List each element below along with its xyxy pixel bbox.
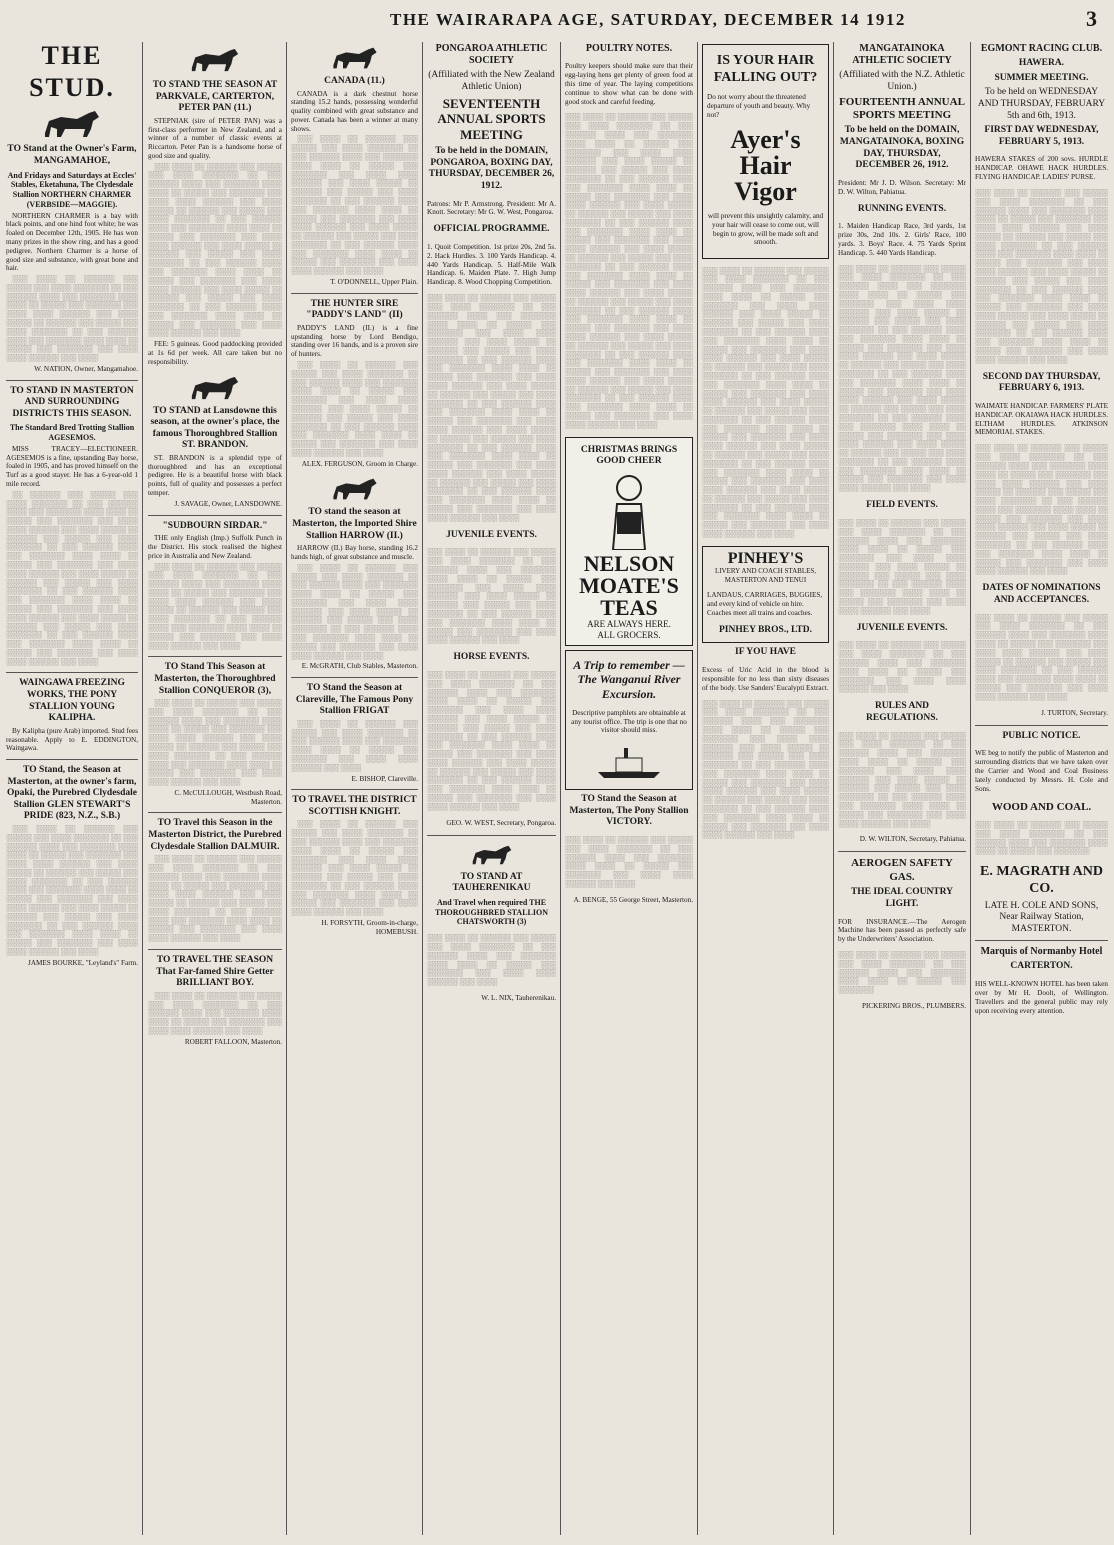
juvenile-heading: JUVENILE EVENTS. <box>446 529 537 540</box>
secretary: J. TURTON, Secretary. <box>1041 708 1108 717</box>
santa-illustration <box>599 470 659 550</box>
column-rule <box>142 42 143 1535</box>
horse-illustration <box>327 474 383 504</box>
trip-body: Descriptive pamphlets are obtainable at any tourist office. The trip is one that no visitor should miss. <box>571 708 687 735</box>
uric-heading: IF YOU HAVE <box>735 647 796 658</box>
ad-body: STEPNIAK (sire of PETER PAN) was a first-class performer in New Zealand, and a winner of a number of classic events at Riccarton. Peter Pan is a handsome horse of good size and quality. <box>148 116 282 160</box>
ad-heading: TO TRAVEL THE DISTRICT SCOTTISH KNIGHT. <box>292 795 417 817</box>
ad-owner: C. McCULLOUGH, Westbush Road, Masterton. <box>174 788 282 806</box>
ad-filler: ░░░ ░░░░ ░░ ░░░░░░ ░░░ ░░░░░ ░░░ ░░░░ ░░░░░░░ ░░ ░░░ ░░░░░░ ░░░░ ░░░ ░░░░░░░ ░░░░ ░░░░ ░░ ░░░░░ ░░░ ░░░░░░░ ░░░ ░░░░ ░░░░ ░░░░░░ ░░░ ░░░░ ░░░░░ ░░ ░░░░░░ ░░░ ░░░░░ ░░░ ░░░░ ░░░░░░░ ░░ ░░░ ░░░░░░ ░░░░ ░░░ ░░░░░░░ ░░░░ ░░░░ ░░ ░░░░░ ░░░ ░░░░░░░ ░░░ ░░░░ ░░░░ ░░░░░░ ░░░ ░░░░ <box>148 855 282 943</box>
poultry-heading: POULTRY NOTES. <box>585 43 673 54</box>
ad-filler: ░░░ ░░░░ ░░ ░░░░░░ ░░░ ░░░░░ ░░░ ░░░░ ░░░░░░░ ░░ ░░░ ░░░░░░ ░░░░ ░░░ ░░░░░░░ ░░░░ ░░░░ ░░ ░░░░░ ░░░ ░░░░░░░ ░░░ ░░░░ ░░░░ ░░░░░░ ░░░ ░░░░ ░░░░░ ░░ ░░░░░░ ░░░ ░░░░░ ░░░ ░░░░ ░░░░░░░ ░░ ░░░ ░░░░░░ ░░░░ ░░░ ░░░░░░░ ░░░░ ░░░░ ░░ ░░░░░ ░░░ ░░░░░░░ ░░░ ░░░░ ░░░░ ░░░░░░ ░░░ ░░░░ <box>291 563 418 660</box>
hotel-body: HIS WELL-KNOWN HOTEL has been taken over by Mr H. Doolt, of Wellington. Travellers and the general public may rely upon receiving every attention. <box>975 980 1108 1015</box>
pinhey-footer: PINHEY BROS., LTD. <box>718 624 812 635</box>
field-heading: FIELD EVENTS. <box>866 500 938 511</box>
hotel-subheading: CARTERTON. <box>1010 961 1073 972</box>
gas-body: FOR INSURANCE.—The Aerogen Machine has been passed as perfectly safe by the Underwriters' Association. <box>838 917 966 944</box>
ad-filler: ░░░ ░░░░ ░░ ░░░░░░ ░░░ ░░░░░ ░░░ ░░░░ ░░░░░░░ ░░ ░░░ ░░░░░░ ░░░░ ░░░ ░░░░░░░ ░░░░ ░░░░ ░░ ░░░░░ ░░░ ░░░░░░░ ░░░ ░░░░ ░░░░ ░░░░░░ ░░░ ░░░░ ░░░░░ ░░ ░░░░░░ ░░░ ░░░░░ ░░░ ░░░░ ░░░░░░░ ░░ ░░░ ░░░░░░ ░░░░ ░░░ ░░░░░░░ ░░░░ ░░░░ ░░ ░░░░░ ░░░ ░░░░░░░ ░░░ ░░░░ ░░░░ ░░░░░░ ░░░ ░░░░ ░░░░░ ░░ ░░░░░░ ░░░ ░░░░░ ░░░ ░░░░ ░░░░░░░ ░░ ░░░ ░░░░░░ ░░░░ ░░░ ░░░░░░░ ░░░░ ░░░░ ░░ ░░░░░ ░░░ ░░░░░░░ ░░░ ░░░░ ░░░░ ░░░░░░ ░░░ ░░░░ <box>291 135 418 276</box>
ad-heading: WAINGAWA FREEZING WORKS, THE PONY STALLION YOUNG KALIPHA. <box>19 678 125 724</box>
ad-heading: THE HUNTER SIRE "PADDY'S LAND" (II) <box>306 298 403 321</box>
pinhey-body: LANDAUS, CARRIAGES, BUGGIES, and every kind of vehicle on hire. Coaches meet all trains and coaches. <box>707 591 823 617</box>
horse-illustration <box>185 43 245 77</box>
column-rule <box>833 42 834 1535</box>
meeting-dates: To be held on WEDNESDAY AND THURSDAY, FEBRUARY 5th and 6th, 1913. <box>977 87 1106 121</box>
society-heading: MANGATAINOKA ATHLETIC SOCIETY <box>852 43 952 67</box>
ad-filler: ░░░ ░░░░ ░░ ░░░░░░ ░░░ ░░░░░ ░░░ ░░░░ ░░░░░░░ ░░ ░░░ ░░░░░░ ░░░░ ░░░ ░░░░░░░ ░░░░ ░░░░ ░░ ░░░░░ ░░░ ░░░░░░░ ░░░ ░░░░ ░░░░ ░░░░░░ ░░░ ░░░░ <box>148 991 282 1035</box>
article-filler: ░░░ ░░░░ ░░ ░░░░░░ ░░░ ░░░░░ ░░░ ░░░░ ░░░░░░░ ░░ ░░░ ░░░░░░ ░░░░ ░░░ ░░░░░░░ ░░░░ ░░░░ ░░ ░░░░░ ░░░ ░░░░░░░ ░░░ ░░░░ ░░░░ ░░░░░░ ░░░ ░░░░ ░░░░░ ░░ ░░░░░░ ░░░ ░░░░░ ░░░ ░░░░ ░░░░░░░ ░░ ░░░ ░░░░░░ ░░░░ ░░░ ░░░░░░░ ░░░░ ░░░░ ░░ ░░░░░ ░░░ ░░░░░░░ ░░░ ░░░░ ░░░░ ░░░░░░ ░░░ ░░░░ ░░░░░ ░░ ░░░░░░ ░░░ ░░░░░ ░░░ ░░░░ ░░░░░░░ ░░ ░░░ ░░░░░░ ░░░░ ░░░ ░░░░░░░ ░░░░ ░░░░ ░░ ░░░░░ ░░░ ░░░░░░░ ░░░ ░░░░ ░░░░ ░░░░░░ ░░░ ░░░░ ░░░░░ ░░ ░░░░░░ ░░░ ░░░░░ ░░░ ░░░░ ░░░░░░░ ░░ ░░░ ░░░░░░ ░░░░ ░░░ ░░░░░░░ ░░░░ ░░░░ ░░ ░░░░░ ░░░ ░░░░░░░ ░░░ ░░░░ ░░░░ ░░░░░░ ░░░ ░░░░ ░░░░░ ░░ ░░░░░░ ░░░ ░░░░░ ░░░ ░░░░ ░░░░░░░ ░░ ░░░ ░░░░░░ ░░░░ ░░░ ░░░░░░░ ░░░░ ░░░░ ░░ ░░░░░ ░░░ ░░░░░░░ ░░░ ░░░░ ░░░░ ░░░░░░ ░░░ ░░░░ ░░░░░ ░░ ░░░░░░ ░░░ ░░░░░ ░░░ ░░░░ ░░░░░░░ ░░ ░░░ ░░░░░░ ░░░░ ░░░ ░░░░░░░ ░░░░ ░░░░ ░░ ░░░░░ ░░░ ░░░░░░░ ░░░ ░░░░ ░░░░ ░░░░░░ ░░░ ░░░░ <box>702 266 829 538</box>
column-rule <box>422 42 423 1535</box>
ayers-hair-vigor-ad <box>702 44 829 259</box>
day2-body: WAIMATE HANDICAP. FARMERS' PLATE HANDICAP. OKAIAWA HACK HURDLES. ELTHAM HURDLES. ATKINSON MEMORIAL STAKES. <box>975 402 1108 437</box>
ad-owner: H. FORSYTH, Groom-in-charge, HOMEBUSH. <box>321 919 418 936</box>
society-subheading: (Affiliated with the N.Z. Athletic Union.) <box>839 70 965 92</box>
gas-owner: PICKERING BROS., PLUMBERS. <box>861 1002 966 1011</box>
running-body: 1. Maiden Handicap Race, 3rd yards, 1st prize 30s, 2nd 10s. 2. Girls' Race, 100 yards. 3. Boys' Race. 4. 75 Yards Sprint Handicap. 5. 440 Yards Handicap. <box>838 222 966 257</box>
column-8 <box>975 40 1108 1537</box>
ad-filler: ░░░ ░░░░ ░░ ░░░░░░ ░░░ ░░░░░ ░░░ ░░░░ ░░░░░░░ ░░ ░░░ ░░░░░░ ░░░░ ░░░ ░░░░░░░ ░░░░ ░░░░ ░░ ░░░░░ ░░░ ░░░░░░░ ░░░ ░░░░ ░░░░ ░░░░░░ ░░░ ░░░░ ░░░░░ ░░ ░░░░░░ ░░░ ░░░░░ ░░░ ░░░░ ░░░░░░░ ░░ ░░░ ░░░░░░ ░░░░ ░░░ ░░░░░░░ ░░░░ ░░░░ ░░ ░░░░░ ░░░ ░░░░░░░ ░░░ ░░░░ ░░░░ ░░░░░░ ░░░ ░░░░ <box>148 562 282 650</box>
column-rule <box>970 42 971 1535</box>
ad-owner: E. BISHOP, Clareville. <box>351 774 418 783</box>
gas-subheading: THE IDEAL COUNTRY LIGHT. <box>850 887 954 909</box>
hair-ad-body: Do not worry about the threatened departure of youth and beauty. Why not? <box>707 93 811 119</box>
ad-filler: ░░░ ░░░░ ░░ ░░░░░░ ░░░ ░░░░░ ░░░ ░░░░ ░░░░░░░ ░░ ░░░ ░░░░░░ ░░░░ ░░░ ░░░░░░░ ░░░░ ░░░░ ░░ ░░░░░ ░░░ ░░░░░░░ ░░░ ░░░░ ░░░░ ░░░░░░ ░░░ ░░░░ <box>565 835 693 888</box>
ad-subheading: The Standard Bred Trotting Stallion AGESEMOS. <box>9 423 135 443</box>
officers: President: Mr J. D. Wilson. Secretary: Mr D. W. Wilton, Pahiatua. <box>838 178 966 196</box>
ad-filler: ░░ ░░░░░░ ░░░ ░░░░░ ░░░ ░░░░ ░░░░░░░ ░░ ░░░ ░░░░░░ ░░░░ ░░░ ░░░░░░░ ░░░░ ░░░░ ░░ ░░░░░ ░░░ ░░░░░░░ ░░░ ░░░░ ░░░░ ░░░░░░ ░░░ ░░░░ ░░░░░ ░░ ░░░░░░ ░░░ ░░░░░ ░░░ ░░░░ ░░░░░░░ ░░ ░░░ ░░░░░░ ░░░░ ░░░ ░░░░░░░ ░░░░ ░░░░ ░░ ░░░░░ ░░░ ░░░░░░░ ░░░ ░░░░ ░░░░ ░░░░░░ ░░░ ░░░░ ░░░░░ ░░ ░░░░░░ ░░░ ░░░░░ ░░░ ░░░░ ░░░░░░░ ░░ ░░░ ░░░░░░ ░░░░ ░░░ ░░░░░░░ ░░░░ ░░░░ ░░ ░░░░░ ░░░ ░░░░░░░ ░░░ ░░░░ ░░░░ ░░░░░░ ░░░ ░░░░ ░░░░░ ░░ ░░░░░░ ░░░ ░░░░░ ░░░ ░░░░ ░░░░░░░ ░░ ░░░ ░░░░░░ ░░░░ ░░░ ░░░░░░░ ░░░░ ░░░░ ░░ ░░░░░ ░░░ ░░░░░░░ ░░░ ░░░░ ░░░░ ░░░░░░ ░░░ ░░░░ <box>6 490 138 666</box>
trip-heading: A Trip to remember —The Wanganui River Excursion. <box>573 657 685 701</box>
ad-owner: W. L. NIX, Tauherenikau. <box>481 994 556 1003</box>
magrath-subheading: LATE H. COLE AND SONS, Near Railway Station, MASTERTON. <box>984 900 1099 934</box>
nelson-heading: NELSON MOATE'S TEAS <box>579 550 679 620</box>
ad-owner: W. NATION, Owner, Mangamahoe. <box>34 364 138 373</box>
ad-heading: TO STAND at Lansdowne this season, at the owner's place, the famous Thoroughbred Stallion ST. BRANDON. <box>150 405 280 451</box>
ad-heading: TO Stand at the Owner's Farm, MANGAMAHOE, <box>7 144 137 167</box>
column-rule <box>560 42 561 1535</box>
ad-heading: CANADA (11.) <box>324 76 385 86</box>
nominations-heading: DATES OF NOMINATIONS AND ACCEPTANCES. <box>982 583 1101 605</box>
nominations-filler: ░░░ ░░░░ ░░ ░░░░░░ ░░░ ░░░░░ ░░░ ░░░░ ░░░░░░░ ░░ ░░░ ░░░░░░ ░░░░ ░░░ ░░░░░░░ ░░░░ ░░░░ ░░ ░░░░░ ░░░ ░░░░░░░ ░░░ ░░░░ ░░░░ ░░░░░░ ░░░ ░░░░ ░░░░░ ░░ ░░░░░░ ░░░ ░░░░░ ░░░ ░░░░ ░░░░░░░ ░░ ░░░ ░░░░░░ ░░░░ ░░░ ░░░░░░░ ░░░░ ░░░░ ░░ ░░░░░ ░░░ ░░░░░░░ ░░░ ░░░░ ░░░░ ░░░░░░ ░░░ ░░░░ <box>975 613 1108 701</box>
ad-heading: TO Stand the Season at Clareville, The Famous Pony Stallion FRIGAT <box>295 683 414 717</box>
nelson-moate-ad <box>565 437 693 646</box>
ad-subheading: And Fridays and Saturdays at Eccles' Stables, Eketahuna, The Clydesdale Stallion NORTHERN CHARMER (VERBSIDE—MAGGIE). <box>7 170 137 209</box>
meeting-title: SEVENTEENTH ANNUAL SPORTS MEETING <box>437 95 546 143</box>
ad-filler: ░░░ ░░░░ ░░ ░░░░░░ ░░░ ░░░░░ ░░░ ░░░░ ░░░░░░░ ░░ ░░░ ░░░░░░ ░░░░ ░░░ ░░░░░░░ ░░░░ ░░░░ ░░ ░░░░░ ░░░ ░░░░░░░ ░░░ ░░░░ ░░░░ ░░░░░░ ░░░ ░░░░ ░░░░░ ░░ ░░░░░░ ░░░ ░░░░░ ░░░ ░░░░ ░░░░░░░ ░░ ░░░ ░░░░░░ ░░░░ ░░░ ░░░░░░░ ░░░░ ░░░░ ░░ ░░░░░ ░░░ ░░░░░░░ ░░░ ░░░░ ░░░░ ░░░░░░ ░░░ ░░░░ ░░░░░ ░░ ░░░░░░ ░░░ ░░░░░ ░░░ ░░░░ ░░░░░░░ ░░ ░░░ ░░░░░░ ░░░░ ░░░ ░░░░░░░ ░░░░ ░░░░ ░░ ░░░░░ ░░░ ░░░░░░░ ░░░ ░░░░ ░░░░ ░░░░░░ ░░░ ░░░░ <box>6 824 138 956</box>
secretary: GEO. W. WEST, Secretary, Pongaroa. <box>446 818 556 827</box>
notice-body: WE beg to notify the public of Masterton and surrounding districts that we have taken over the Carrier and Wood and Coal Business lately conducted by Messrs. H. Cole and Sons. <box>975 749 1108 793</box>
nelson-footer: ALL GROCERS. <box>597 629 661 640</box>
society-subheading: (Affiliated with the New Zealand Athletic Union) <box>428 70 555 92</box>
pinhey-subheading: LIVERY AND COACH STABLES, MASTERTON AND TENUI <box>714 566 817 584</box>
running-filler: ░░░ ░░░░ ░░ ░░░░░░ ░░░ ░░░░░ ░░░ ░░░░ ░░░░░░░ ░░ ░░░ ░░░░░░ ░░░░ ░░░ ░░░░░░░ ░░░░ ░░░░ ░░ ░░░░░ ░░░ ░░░░░░░ ░░░ ░░░░ ░░░░ ░░░░░░ ░░░ ░░░░ ░░░░░ ░░ ░░░░░░ ░░░ ░░░░░ ░░░ ░░░░ ░░░░░░░ ░░ ░░░ ░░░░░░ ░░░░ ░░░ ░░░░░░░ ░░░░ ░░░░ ░░ ░░░░░ ░░░ ░░░░░░░ ░░░ ░░░░ ░░░░ ░░░░░░ ░░░ ░░░░ ░░░░░ ░░ ░░░░░░ ░░░ ░░░░░ ░░░ ░░░░ ░░░░░░░ ░░ ░░░ ░░░░░░ ░░░░ ░░░ ░░░░░░░ ░░░░ ░░░░ ░░ ░░░░░ ░░░ ░░░░░░░ ░░░ ░░░░ ░░░░ ░░░░░░ ░░░ ░░░░ ░░░░░ ░░ ░░░░░░ ░░░ ░░░░░ ░░░ ░░░░ ░░░░░░░ ░░ ░░░ ░░░░░░ ░░░░ ░░░ ░░░░░░░ ░░░░ ░░░░ ░░ ░░░░░ ░░░ ░░░░░░░ ░░░ ░░░░ ░░░░ ░░░░░░ ░░░ ░░░░ ░░░░░ ░░ ░░░░░░ ░░░ ░░░░░ ░░░ ░░░░ ░░░░░░░ ░░ ░░░ ░░░░░░ ░░░░ ░░░ ░░░░░░░ ░░░░ ░░░░ ░░ ░░░░░ ░░░ ░░░░░░░ ░░░ ░░░░ ░░░░ ░░░░░░ ░░░ ░░░░ <box>838 264 966 493</box>
column-2 <box>148 40 282 1537</box>
meeting-title: SUMMER MEETING. <box>994 72 1089 83</box>
column-4 <box>427 40 556 1537</box>
column-3 <box>291 40 418 1537</box>
field-filler: ░░░ ░░░░ ░░ ░░░░░░ ░░░ ░░░░░ ░░░ ░░░░ ░░░░░░░ ░░ ░░░ ░░░░░░ ░░░░ ░░░ ░░░░░░░ ░░░░ ░░░░ ░░ ░░░░░ ░░░ ░░░░░░░ ░░░ ░░░░ ░░░░ ░░░░░░ ░░░ ░░░░ ░░░░░ ░░ ░░░░░░ ░░░ ░░░░░ ░░░ ░░░░ ░░░░░░░ ░░ ░░░ ░░░░░░ ░░░░ ░░░ ░░░░░░░ ░░░░ ░░░░ ░░ ░░░░░ ░░░ ░░░░░░░ ░░░ ░░░░ ░░░░ ░░░░░░ ░░░ ░░░░ <box>838 518 966 615</box>
poultry-body: Poultry keepers should make sure that their egg-laying hens get plenty of green food at this time of year. The laying competitions continue to show what can be done with good stock and careful feeding. <box>565 62 693 106</box>
ad-owner: ROBERT FALLOON, Masterton. <box>184 1037 282 1046</box>
rules-heading: RULES AND REGULATIONS. <box>866 701 938 723</box>
wood-filler: ░░░ ░░░░ ░░ ░░░░░░ ░░░ ░░░░░ ░░░ ░░░░ ░░░░░░░ ░░ ░░░ ░░░░░░ ░░░░ ░░░ ░░░░░░░ ░░░░ ░░░░ ░░ ░░░░░ ░░░ ░░░░░░░ <box>975 821 1108 856</box>
juvenile-filler: ░░░ ░░░░ ░░ ░░░░░░ ░░░ ░░░░░ ░░░ ░░░░ ░░░░░░░ ░░ ░░░ ░░░░░░ ░░░░ ░░░ ░░░░░░░ ░░░░ ░░░░ ░░ ░░░░░ ░░░ ░░░░░░░ ░░░ ░░░░ ░░░░ ░░░░░░ ░░░ ░░░░ ░░░░░ ░░ ░░░░░░ ░░░ ░░░░░ ░░░ ░░░░ ░░░░░░░ ░░ ░░░ ░░░░░░ ░░░░ ░░░ ░░░░░░░ ░░░░ ░░░░ ░░ ░░░░░ ░░░ ░░░░░░░ ░░░ ░░░░ ░░░░ ░░░░░░ ░░░ ░░░░ <box>427 548 556 645</box>
horse-illustration <box>37 107 107 141</box>
ad-filler: ░░░ ░░░░ ░░ ░░░░░░ ░░░ ░░░░░ ░░░ ░░░░ ░░░░░░░ ░░ ░░░ ░░░░░░ ░░░░ ░░░ ░░░░░░░ ░░░░ ░░░░ ░░ ░░░░░ ░░░ ░░░░░░░ ░░░ ░░░░ ░░░░ ░░░░░░ ░░░ ░░░░ <box>427 934 556 987</box>
ad-filler: ░░░ ░░░░ ░░ ░░░░░░ ░░░ ░░░░░ ░░░ ░░░░ ░░░░░░░ ░░ ░░░ ░░░░░░ ░░░░ ░░░ ░░░░░░░ ░░░░ ░░░░ ░░ ░░░░░ ░░░ ░░░░░░░ ░░░ ░░░░ ░░░░ ░░░░░░ ░░░ ░░░░ ░░░░░ ░░ ░░░░░░ ░░░ ░░░░░ ░░░ ░░░░ ░░░░░░░ ░░ ░░░ ░░░░░░ ░░░░ ░░░ ░░░░░░░ ░░░░ ░░░░ ░░ ░░░░░ ░░░ ░░░░░░░ ░░░ ░░░░ ░░░░ ░░░░░░ ░░░ ░░░░ <box>6 275 138 363</box>
ad-body: PADDY'S LAND (II.) is a fine upstanding horse by Lord Bendigo, standing over 16 hands, and is a proven sire of hunters. <box>291 323 418 359</box>
ad-body: CANADA is a dark chestnut horse standing 15.2 hands, possessing wonderful quality combined with great substance and power. Canada has been a winner at many shows. <box>291 89 418 133</box>
ad-heading: TO Travel this Season in the Masterton District, the Purebred Clydesdale Stallion DALMUIR. <box>148 818 282 852</box>
wood-heading: WOOD AND COAL. <box>991 800 1092 813</box>
newspaper-title: THE WAIRARAPA AGE, SATURDAY, DECEMBER 14 1912 <box>390 10 906 29</box>
ad-body: HARROW (II.) Bay horse, standing 16.2 hands high, of great substance and muscle. <box>291 544 418 561</box>
programme-heading: OFFICIAL PROGRAMME. <box>433 224 550 235</box>
ad-filler: ░░░ ░░░░ ░░ ░░░░░░ ░░░ ░░░░░ ░░░ ░░░░ ░░░░░░░ ░░ ░░░ ░░░░░░ ░░░░ ░░░ ░░░░░░░ ░░░░ ░░░░ ░░ ░░░░░ ░░░ ░░░░░░░ ░░░ ░░░░ ░░░░ ░░░░░░ ░░░ ░░░░ ░░░░░ ░░ ░░░░░░ ░░░ ░░░░░ ░░░ ░░░░ ░░░░░░░ ░░ ░░░ ░░░░░░ ░░░░ ░░░ ░░░░░░░ ░░░░ ░░░░ ░░ ░░░░░ ░░░ ░░░░░░░ ░░░ ░░░░ ░░░░ ░░░░░░ ░░░ ░░░░ <box>291 820 418 917</box>
column-rule <box>697 42 698 1535</box>
ad-heading: TO STAND THE SEASON AT PARKVALE, CARTERTON, PETER PAN (11.) <box>152 80 278 114</box>
meeting-details: To be held in the DOMAIN, PONGAROA, BOXING DAY, THURSDAY, DECEMBER 26, 1912. <box>428 146 555 191</box>
ad-subheading: And Travel when required THE THOROUGHBRED STALLION CHATSWORTH (3) <box>435 897 548 927</box>
ayers-brand: Ayer's Hair Vigor <box>730 124 801 206</box>
ad-body: NORTHERN CHARMER is a bay with black points, and one hind foot white; he was foaled on December 12th, 1905. He has won many prizes in the show ring, and has a good pedigree. Northern Charmer is a horse of good size and substance, with great bone and hair. <box>6 211 138 273</box>
ad-heading: TO Stand This Season at Masterton, the Thoroughbred Stallion CONQUEROR (3), <box>154 662 276 696</box>
magrath-heading: E. MAGRATH AND CO. <box>979 864 1104 897</box>
riverboat-illustration <box>594 742 664 782</box>
ad-body: MISS TRACEY—ELECTIONEER. AGESEMOS is a fine, upstanding Bay horse, foaled in 1905, and has proved himself on the Turf as a good stayer. He has a 6-year-old 1 mile record. <box>6 444 138 489</box>
hair-ad-heading: IS YOUR HAIR FALLING OUT? <box>713 53 818 86</box>
juvenile-filler: ░░░ ░░░░ ░░ ░░░░░░ ░░░ ░░░░░ ░░░ ░░░░ ░░░░░░░ ░░ ░░░ ░░░░░░ ░░░░ ░░░ ░░░░░░░ ░░░░ ░░░░ ░░ ░░░░░ ░░░ ░░░░░░░ ░░░ ░░░░ ░░░░ ░░░░░░ ░░░ ░░░░ <box>838 641 966 694</box>
column-rule <box>286 42 287 1535</box>
horse-illustration <box>327 43 383 73</box>
section-title: THE STUD. <box>29 41 115 102</box>
running-heading: RUNNING EVENTS. <box>857 203 947 214</box>
hotel-heading: Marquis of Normanby Hotel <box>980 946 1103 958</box>
meeting-details: To be held on the DOMAIN, MANGATAINOKA, BOXING DAY, THURSDAY, DECEMBER 26, 1912. <box>839 125 965 171</box>
column-6 <box>702 40 829 1537</box>
ad-owner: E. McGRATH, Club Stables, Masterton. <box>301 662 418 671</box>
secretary: D. W. WILTON, Secretary, Pahiatua. <box>859 835 966 844</box>
day1-body: HAWERA STAKES of 200 sovs. HURDLE HANDICAP. OHAWE HACK HURDLES. FLYING HANDICAP. LADIES' PURSE. <box>975 155 1108 181</box>
club-subheading: HAWERA. <box>1018 58 1065 69</box>
christmas-heading: CHRISTMAS BRINGS GOOD CHEER <box>580 444 678 467</box>
masthead <box>0 0 1114 40</box>
ad-filler: ░░░ ░░░░ ░░ ░░░░░░ ░░░ ░░░░░ ░░░ ░░░░ ░░░░░░░ ░░ ░░░ ░░░░░░ ░░░░ ░░░ ░░░░░░░ ░░░░ ░░░░ ░░ ░░░░░ ░░░ ░░░░░░░ ░░░ ░░░░ ░░░░ ░░░░░░ ░░░ ░░░░ ░░░░░ ░░ ░░░░░░ ░░░ ░░░░░ ░░░ ░░░░ ░░░░░░░ ░░ ░░░ ░░░░░░ ░░░░ ░░░ ░░░░░░░ ░░░░ ░░░░ ░░ ░░░░░ ░░░ ░░░░░░░ ░░░ ░░░░ ░░░░ ░░░░░░ ░░░ ░░░░ <box>148 699 282 787</box>
ad-heading: TO stand the season at Masterton, the Imported Shire Stallion HARROW (II.) <box>292 507 417 541</box>
pinhey-heading: PINHEY'S <box>727 549 804 567</box>
club-heading: EGMONT RACING CLUB. <box>980 43 1103 54</box>
society-heading: PONGAROA ATHLETIC SOCIETY <box>435 43 548 67</box>
horse-illustration <box>467 841 517 869</box>
uric-body: Excess of Uric Acid in the blood is responsible for no less than sixty diseases of the body. Use Sanders' Eucalypti Extract. <box>702 666 829 692</box>
ad-filler: ░░░ ░░░░ ░░ ░░░░░░ ░░░ ░░░░░ ░░░ ░░░░ ░░░░░░░ ░░ ░░░ ░░░░░░ ░░░░ ░░░ ░░░░░░░ ░░░░ ░░░░ ░░ ░░░░░ ░░░ ░░░░░░░ ░░░ ░░░░ ░░░░ ░░░░░░ ░░░ ░░░░ ░░░░░ ░░ ░░░░░░ ░░░ ░░░░░ ░░░ ░░░░ ░░░░░░░ ░░ ░░░ ░░░░░░ ░░░░ ░░░ ░░░░░░░ ░░░░ ░░░░ ░░ ░░░░░ ░░░ ░░░░░░░ ░░░ ░░░░ ░░░░ ░░░░░░ ░░░ ░░░░ <box>291 361 418 457</box>
juvenile-heading: JUVENILE EVENTS. <box>856 622 948 633</box>
poultry-filler: ░░░ ░░░░ ░░ ░░░░░░ ░░░ ░░░░░ ░░░ ░░░░ ░░░░░░░ ░░ ░░░ ░░░░░░ ░░░░ ░░░ ░░░░░░░ ░░░░ ░░░░ ░░ ░░░░░ ░░░ ░░░░░░░ ░░░ ░░░░ ░░░░ ░░░░░░ ░░░ ░░░░ ░░░░░ ░░ ░░░░░░ ░░░ ░░░░░ ░░░ ░░░░ ░░░░░░░ ░░ ░░░ ░░░░░░ ░░░░ ░░░ ░░░░░░░ ░░░░ ░░░░ ░░ ░░░░░ ░░░ ░░░░░░░ ░░░ ░░░░ ░░░░ ░░░░░░ ░░░ ░░░░ ░░░░░ ░░ ░░░░░░ ░░░ ░░░░░ ░░░ ░░░░ ░░░░░░░ ░░ ░░░ ░░░░░░ ░░░░ ░░░ ░░░░░░░ ░░░░ ░░░░ ░░ ░░░░░ ░░░ ░░░░░░░ ░░░ ░░░░ ░░░░ ░░░░░░ ░░░ ░░░░ ░░░░░ ░░ ░░░░░░ ░░░ ░░░░░ ░░░ ░░░░ ░░░░░░░ ░░ ░░░ ░░░░░░ ░░░░ ░░░ ░░░░░░░ ░░░░ ░░░░ ░░ ░░░░░ ░░░ ░░░░░░░ ░░░ ░░░░ ░░░░ ░░░░░░ ░░░ ░░░░ ░░░░░ ░░ ░░░░░░ ░░░ ░░░░░ ░░░ ░░░░ ░░░░░░░ ░░ ░░░ ░░░░░░ ░░░░ ░░░ ░░░░░░░ ░░░░ ░░░░ ░░ ░░░░░ ░░░ ░░░░░░░ ░░░ ░░░░ ░░░░ ░░░░░░ ░░░ ░░░░ ░░░░░ ░░ ░░░░░░ ░░░ ░░░░░ ░░░ ░░░░ ░░░░░░░ ░░ ░░░ ░░░░░░ ░░░░ ░░░ ░░░░░░░ ░░░░ ░░░░ ░░ ░░░░░ ░░░ ░░░░░░░ ░░░ ░░░░ ░░░░ ░░░░░░ ░░░ ░░░░ ░░░░░ ░░ ░░░░░░ ░░░ ░░░░░ ░░░ ░░░░ ░░░░░░░ ░░ ░░░ ░░░░░░ ░░░░ ░░░ ░░░░░░░ ░░░░ ░░░░ ░░ ░░░░░ ░░░ ░░░░░░░ ░░░ ░░░░ ░░░░ ░░░░░░ ░░░ ░░░░ <box>565 113 693 429</box>
ad-fee: FEE: 5 guineas. Good paddocking provided at 1s 6d per week. All care taken but no responsibility. <box>148 340 282 366</box>
page-number: 3 <box>1086 6 1097 31</box>
ad-filler: ░░░ ░░░░ ░░ ░░░░░░ ░░░ ░░░░░ ░░░ ░░░░ ░░░░░░░ ░░ ░░░ ░░░░░░ ░░░░ ░░░ ░░░░░░░ ░░░░ ░░░░ ░░ ░░░░░ ░░░ ░░░░░░░ ░░░ ░░░░ ░░░░ ░░░░░░ ░░░ ░░░░ <box>291 719 418 772</box>
rules-filler: ░░░ ░░░░ ░░ ░░░░░░ ░░░ ░░░░░ ░░░ ░░░░ ░░░░░░░ ░░ ░░░ ░░░░░░ ░░░░ ░░░ ░░░░░░░ ░░░░ ░░░░ ░░ ░░░░░ ░░░ ░░░░░░░ ░░░ ░░░░ ░░░░ ░░░░░░ ░░░ ░░░░ ░░░░░ ░░ ░░░░░░ ░░░ ░░░░░ ░░░ ░░░░ ░░░░░░░ ░░ ░░░ ░░░░░░ ░░░░ ░░░ ░░░░░░░ ░░░░ ░░░░ ░░ ░░░░░ ░░░ ░░░░░░░ ░░░ ░░░░ ░░░░ ░░░░░░ ░░░ ░░░░ <box>838 731 966 828</box>
wanganui-trip-ad <box>565 650 693 790</box>
day1-filler: ░░░ ░░░░ ░░ ░░░░░░ ░░░ ░░░░░ ░░░ ░░░░ ░░░░░░░ ░░ ░░░ ░░░░░░ ░░░░ ░░░ ░░░░░░░ ░░░░ ░░░░ ░░ ░░░░░ ░░░ ░░░░░░░ ░░░ ░░░░ ░░░░ ░░░░░░ ░░░ ░░░░ ░░░░░ ░░ ░░░░░░ ░░░ ░░░░░ ░░░ ░░░░ ░░░░░░░ ░░ ░░░ ░░░░░░ ░░░░ ░░░ ░░░░░░░ ░░░░ ░░░░ ░░ ░░░░░ ░░░ ░░░░░░░ ░░░ ░░░░ ░░░░ ░░░░░░ ░░░ ░░░░ ░░░░░ ░░ ░░░░░░ ░░░ ░░░░░ ░░░ ░░░░ ░░░░░░░ ░░ ░░░ ░░░░░░ ░░░░ ░░░ ░░░░░░░ ░░░░ ░░░░ ░░ ░░░░░ ░░░ ░░░░░░░ ░░░ ░░░░ ░░░░ ░░░░░░ ░░░ ░░░░ ░░░░░ ░░ ░░░░░░ ░░░ ░░░░░ ░░░ ░░░░ ░░░░░░░ ░░ ░░░ ░░░░░░ ░░░░ ░░░ ░░░░░░░ ░░░░ ░░░░ ░░ ░░░░░ ░░░ ░░░░░░░ ░░░ ░░░░ ░░░░ ░░░░░░ ░░░ ░░░░ <box>975 188 1108 364</box>
horse-illustration <box>185 373 245 403</box>
ad-owner: J. SAVAGE, Owner, LANSDOWNE. <box>174 499 282 508</box>
ad-body: By Kalipha (pure Arab) imported. Stud fees reasonable. Apply to E. EDDINGTON, Waingawa. <box>6 726 138 753</box>
ad-heading: TO STAND AT TAUHERENIKAU <box>452 871 531 894</box>
pinhey-ad <box>702 546 829 643</box>
ad-heading: TO Stand, the Season at Masterton, at the owner's farm, Opaki, the Purebred Clydesdale Stallion GLEN STEWART'S PRIDE (823, N.Z., S.B.) <box>6 765 138 822</box>
ad-heading: TO STAND IN MASTERTON AND SURROUNDING DISTRICTS THIS SEASON. <box>10 385 134 419</box>
day2-filler: ░░░ ░░░░ ░░ ░░░░░░ ░░░ ░░░░░ ░░░ ░░░░ ░░░░░░░ ░░ ░░░ ░░░░░░ ░░░░ ░░░ ░░░░░░░ ░░░░ ░░░░ ░░ ░░░░░ ░░░ ░░░░░░░ ░░░ ░░░░ ░░░░ ░░░░░░ ░░░ ░░░░ ░░░░░ ░░ ░░░░░░ ░░░ ░░░░░ ░░░ ░░░░ ░░░░░░░ ░░ ░░░ ░░░░░░ ░░░░ ░░░ ░░░░░░░ ░░░░ ░░░░ ░░ ░░░░░ ░░░ ░░░░░░░ ░░░ ░░░░ ░░░░ ░░░░░░ ░░░ ░░░░ ░░░░░ ░░ ░░░░░░ ░░░ ░░░░░ ░░░ ░░░░ ░░░░░░░ ░░ ░░░ ░░░░░░ ░░░░ ░░░ ░░░░░░░ ░░░░ ░░░░ ░░ ░░░░░ ░░░ ░░░░░░░ ░░░ ░░░░ ░░░░ ░░░░░░ ░░░ ░░░░ <box>975 444 1108 576</box>
day1-heading: FIRST DAY WEDNESDAY, FEBRUARY 5, 1913. <box>984 125 1099 147</box>
ad-owner: ALEX. FERGUSON, Groom in Charge. <box>301 459 418 468</box>
nelson-subheading: ARE ALWAYS HERE. <box>587 618 671 629</box>
horse-events-heading: HORSE EVENTS. <box>453 652 530 663</box>
horse-events-filler: ░░░ ░░░░ ░░ ░░░░░░ ░░░ ░░░░░ ░░░ ░░░░ ░░░░░░░ ░░ ░░░ ░░░░░░ ░░░░ ░░░ ░░░░░░░ ░░░░ ░░░░ ░░ ░░░░░ ░░░ ░░░░░░░ ░░░ ░░░░ ░░░░ ░░░░░░ ░░░ ░░░░ ░░░░░ ░░ ░░░░░░ ░░░ ░░░░░ ░░░ ░░░░ ░░░░░░░ ░░ ░░░ ░░░░░░ ░░░░ ░░░ ░░░░░░░ ░░░░ ░░░░ ░░ ░░░░░ ░░░ ░░░░░░░ ░░░ ░░░░ ░░░░ ░░░░░░ ░░░ ░░░░ ░░░░░ ░░ ░░░░░░ ░░░ ░░░░░ ░░░ ░░░░ ░░░░░░░ ░░ ░░░ ░░░░░░ ░░░░ ░░░ ░░░░░░░ ░░░░ ░░░░ ░░ ░░░░░ ░░░ ░░░░░░░ ░░░ ░░░░ ░░░░ ░░░░░░ ░░░ ░░░░ <box>427 671 556 811</box>
day2-heading: SECOND DAY THURSDAY, FEBRUARY 6, 1913. <box>982 371 1101 394</box>
ad-owner: JAMES BOURKE, "Leyland's" Farm. <box>28 958 138 967</box>
meeting-title: FOURTEENTH ANNUAL SPORTS MEETING <box>839 95 965 121</box>
programme-body: 1. Quoit Competition. 1st prize 20s, 2nd 5s. 2. Hack Hurdles. 3. 100 Yards Handicap. 4. 440 Yards Handicap. 5. Half-Mile Walk Handicap. 6. Maiden Plate. 7. High Jump Handicap. 8. Wood Chopping Competition. <box>427 243 556 287</box>
column-5 <box>565 40 693 1537</box>
gas-heading: AEROGEN SAFETY GAS. <box>851 857 953 883</box>
column-7 <box>838 40 966 1537</box>
column-1 <box>6 40 138 1537</box>
ad-body: ST. BRANDON is a splendid type of thoroughbred and has an exceptional pedigree. He is a beautiful horse with black points, full of quality and possesses a perfect temper. <box>148 453 282 498</box>
ayers-body: will prevent this unsightly calamity, and your hair will cease to come out, will begin to grow, will be made soft and smooth. <box>707 212 824 247</box>
ad-owner: A. BENGE, 55 George Street, Masterton. <box>573 895 693 904</box>
notice-heading: PUBLIC NOTICE. <box>1002 730 1081 741</box>
ad-heading: TO TRAVEL THE SEASON That Far-famed Shire Getter BRILLIANT BOY. <box>156 955 274 989</box>
ad-filler: ░░░ ░░░░ ░░ ░░░░░░ ░░░ ░░░░░ ░░░ ░░░░ ░░░░░░░ ░░ ░░░ ░░░░░░ ░░░░ ░░░ ░░░░░░░ ░░░░ ░░░░ ░░ ░░░░░ ░░░ ░░░░░░░ ░░░ ░░░░ ░░░░ ░░░░░░ ░░░ ░░░░ ░░░░░ ░░ ░░░░░░ ░░░ ░░░░░ ░░░ ░░░░ ░░░░░░░ ░░ ░░░ ░░░░░░ ░░░░ ░░░ ░░░░░░░ ░░░░ ░░░░ ░░ ░░░░░ ░░░ ░░░░░░░ ░░░ ░░░░ ░░░░ ░░░░░░ ░░░ ░░░░ ░░░░░ ░░ ░░░░░░ ░░░ ░░░░░ ░░░ ░░░░ ░░░░░░░ ░░ ░░░ ░░░░░░ ░░░░ ░░░ ░░░░░░░ ░░░░ ░░░░ ░░ ░░░░░ ░░░ ░░░░░░░ ░░░ ░░░░ ░░░░ ░░░░░░ ░░░ ░░░░ ░░░░░ ░░ ░░░░░░ ░░░ ░░░░░ ░░░ ░░░░ ░░░░░░░ ░░ ░░░ ░░░░░░ ░░░░ ░░░ ░░░░░░░ ░░░░ ░░░░ ░░ ░░░░░ ░░░ ░░░░░░░ ░░░ ░░░░ ░░░░ ░░░░░░ ░░░ ░░░░ <box>148 162 282 338</box>
ad-owner: T. O'DONNELL, Upper Plain. <box>330 277 418 286</box>
officers: Patrons: Mr P. Armstrong. President: Mr A. Knott. Secretary: Mr G. W. West, Pongaroa. <box>427 199 556 217</box>
ad-heading: TO Stand the Season at Masterton, The Pony Stallion VICTORY. <box>569 794 689 828</box>
programme-filler: ░░░ ░░░░ ░░ ░░░░░░ ░░░ ░░░░░ ░░░ ░░░░ ░░░░░░░ ░░ ░░░ ░░░░░░ ░░░░ ░░░ ░░░░░░░ ░░░░ ░░░░ ░░ ░░░░░ ░░░ ░░░░░░░ ░░░ ░░░░ ░░░░ ░░░░░░ ░░░ ░░░░ ░░░░░ ░░ ░░░░░░ ░░░ ░░░░░ ░░░ ░░░░ ░░░░░░░ ░░ ░░░ ░░░░░░ ░░░░ ░░░ ░░░░░░░ ░░░░ ░░░░ ░░ ░░░░░ ░░░ ░░░░░░░ ░░░ ░░░░ ░░░░ ░░░░░░ ░░░ ░░░░ ░░░░░ ░░ ░░░░░░ ░░░ ░░░░░ ░░░ ░░░░ ░░░░░░░ ░░ ░░░ ░░░░░░ ░░░░ ░░░ ░░░░░░░ ░░░░ ░░░░ ░░ ░░░░░ ░░░ ░░░░░░░ ░░░ ░░░░ ░░░░ ░░░░░░ ░░░ ░░░░ ░░░░░ ░░ ░░░░░░ ░░░ ░░░░░ ░░░ ░░░░ ░░░░░░░ ░░ ░░░ ░░░░░░ ░░░░ ░░░ ░░░░░░░ ░░░░ ░░░░ ░░ ░░░░░ ░░░ ░░░░░░░ ░░░ ░░░░ ░░░░ ░░░░░░ ░░░ ░░░░ ░░░░░ ░░ ░░░░░░ ░░░ ░░░░░ ░░░ ░░░░ ░░░░░░░ ░░ ░░░ ░░░░░░ ░░░░ ░░░ ░░░░░░░ ░░░░ ░░░░ ░░ ░░░░░ ░░░ ░░░░░░░ ░░░ ░░░░ ░░░░ ░░░░░░ ░░░ ░░░░ <box>427 294 556 522</box>
article-filler: ░░░ ░░░░ ░░ ░░░░░░ ░░░ ░░░░░ ░░░ ░░░░ ░░░░░░░ ░░ ░░░ ░░░░░░ ░░░░ ░░░ ░░░░░░░ ░░░░ ░░░░ ░░ ░░░░░ ░░░ ░░░░░░░ ░░░ ░░░░ ░░░░ ░░░░░░ ░░░ ░░░░ ░░░░░ ░░ ░░░░░░ ░░░ ░░░░░ ░░░ ░░░░ ░░░░░░░ ░░ ░░░ ░░░░░░ ░░░░ ░░░ ░░░░░░░ ░░░░ ░░░░ ░░ ░░░░░ ░░░ ░░░░░░░ ░░░ ░░░░ ░░░░ ░░░░░░ ░░░ ░░░░ ░░░░░ ░░ ░░░░░░ ░░░ ░░░░░ ░░░ ░░░░ ░░░░░░░ ░░ ░░░ ░░░░░░ ░░░░ ░░░ ░░░░░░░ ░░░░ ░░░░ ░░ ░░░░░ ░░░ ░░░░░░░ ░░░ ░░░░ ░░░░ ░░░░░░ ░░░ ░░░░ <box>702 699 829 840</box>
ad-heading: "SUDBOURN SIRDAR." <box>162 520 268 531</box>
ad-body: THE only English (Imp.) Suffolk Punch in the District. His stock realised the highest price in Australia and New Zealand. <box>148 534 282 560</box>
gas-filler: ░░░ ░░░░ ░░ ░░░░░░ ░░░ ░░░░░ ░░░ ░░░░ ░░░░░░░ ░░ ░░░ ░░░░░░ ░░░░ ░░░ ░░░░░░░ ░░░░ ░░░░ ░░ ░░░░░ ░░░ ░░░░░░░ <box>838 951 966 995</box>
